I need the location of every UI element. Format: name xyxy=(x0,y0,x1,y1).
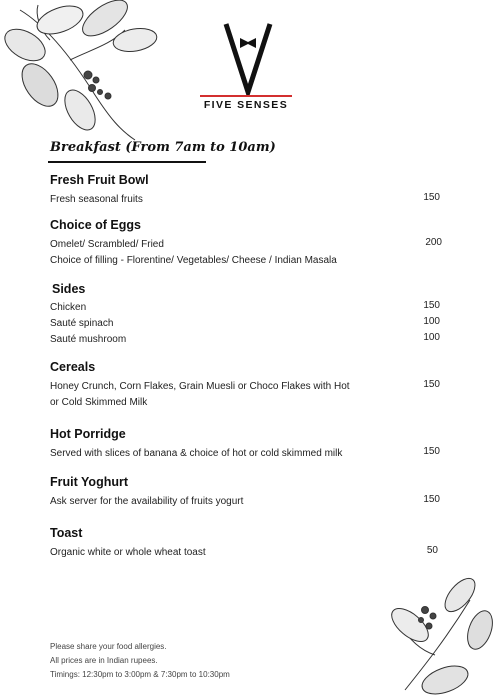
menu-item-price: 100 xyxy=(423,332,440,343)
menu-item-price: 50 xyxy=(426,545,438,556)
section-title-fruit-bowl: Fresh Fruit Bowl xyxy=(50,173,149,187)
section-title-toast: Toast xyxy=(50,526,83,540)
menu-item-price: 150 xyxy=(423,300,440,311)
footer-note-prices: All prices are in Indian rupees. xyxy=(50,656,158,665)
menu-item-price: 150 xyxy=(423,494,440,505)
section-title-porridge: Hot Porridge xyxy=(50,427,126,441)
menu-item-text: Omelet/ Scrambled/ Fried xyxy=(50,239,164,250)
menu-item-text: Sauté mushroom xyxy=(50,334,127,345)
title-underline xyxy=(48,161,206,163)
menu-item-text: Fresh seasonal fruits xyxy=(50,194,143,205)
menu-item-price: 150 xyxy=(423,379,440,390)
menu-item-price: 200 xyxy=(425,237,442,248)
brand-name: FIVE SENSES xyxy=(203,99,289,111)
section-title-eggs: Choice of Eggs xyxy=(50,218,141,232)
bowtie-v-logo-icon xyxy=(222,22,274,96)
menu-item-text: Ask server for the availability of fruits yogurt xyxy=(50,496,244,507)
menu-item-price: 100 xyxy=(423,316,440,327)
menu-item-text: Served with slices of banana & choice of hot or cold skimmed milk xyxy=(50,448,343,459)
menu-item-text: Chicken xyxy=(50,302,87,313)
botanical-leaf-icon xyxy=(385,570,495,700)
menu-item-text: Choice of filling - Florentine/ Vegetables/ Cheese / Indian Masala xyxy=(50,255,337,266)
section-title-yoghurt: Fruit Yoghurt xyxy=(50,475,128,489)
menu-item-text: Organic white or whole wheat toast xyxy=(50,547,206,558)
menu-item-price: 150 xyxy=(423,446,440,457)
menu-item-text: Honey Crunch, Corn Flakes, Grain Muesli or Choco Flakes with Hot xyxy=(50,381,350,392)
footer-note-timings: Timings: 12:30pm to 3:00pm & 7:30pm to 10:30pm xyxy=(50,670,230,679)
footer-note-allergies: Please share your food allergies. xyxy=(50,642,167,651)
botanical-leaf-icon xyxy=(0,0,180,150)
brand-rule xyxy=(200,95,292,97)
menu-item-text: Sauté spinach xyxy=(50,318,114,329)
section-title-sides: Sides xyxy=(52,282,86,296)
menu-item-price: 150 xyxy=(423,192,440,203)
menu-title: Breakfast (From 7am to 10am) xyxy=(50,140,276,155)
section-title-cereals: Cereals xyxy=(50,360,96,374)
menu-item-text: or Cold Skimmed Milk xyxy=(50,397,148,408)
